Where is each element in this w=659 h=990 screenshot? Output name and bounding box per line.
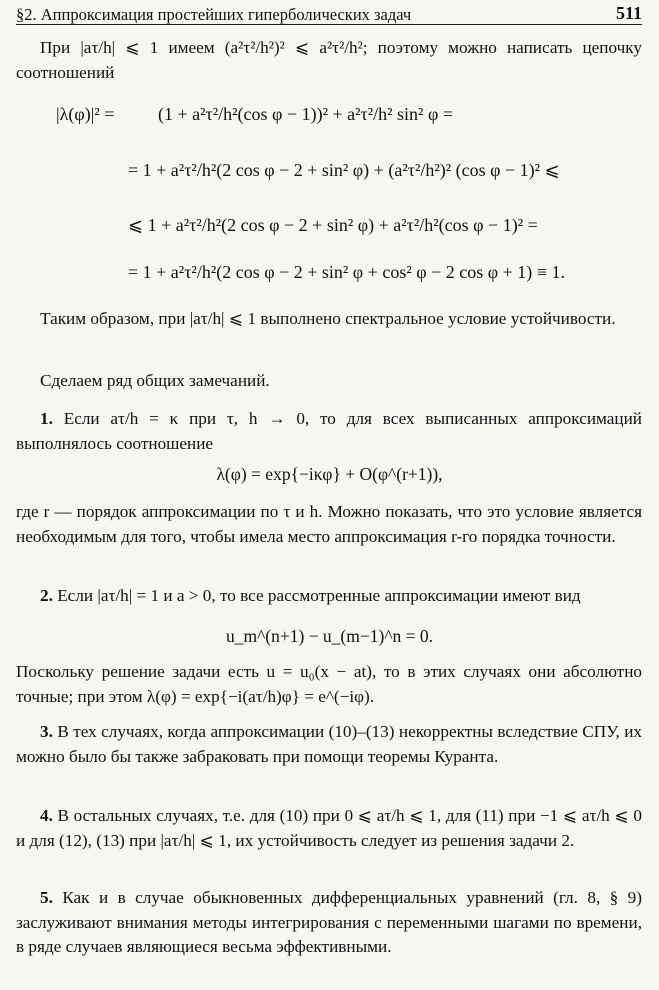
remark-3-text: В тех случаях, когда аппроксимации (10)–(13) некорректны вследствие СПУ, их можно было бы также забраковать при помощи теоремы Куранта. xyxy=(16,722,642,766)
remark-2 xyxy=(16,584,642,609)
remark-2-number: 2. xyxy=(40,586,53,605)
remark-3 xyxy=(16,720,642,769)
intro-paragraph: При |aτ/h| ⩽ 1 имеем (a²τ²/h²)² ⩽ a²τ²/h²; поэтому можно написать цепочку соотношений xyxy=(16,38,642,82)
remark-1 xyxy=(16,407,642,456)
derivation-line-1-lhs: |λ(φ)|² = xyxy=(56,104,115,124)
remark-1-after: где r — порядок аппроксимации по τ и h. Можно показать, что это условие является необходимым для того, чтобы имела место аппроксимация r-го порядка точности. xyxy=(16,502,642,546)
remark-2-formula: u_m^(n+1) − u_(m−1)^n = 0. xyxy=(225,626,434,646)
remark-2-text: Если |aτ/h| = 1 и a > 0, то все рассмотренные аппроксимации имеют вид xyxy=(57,586,581,605)
running-header xyxy=(16,2,642,25)
derivation-line-4: = 1 + a²τ²/h²(2 cos φ − 2 + sin² φ + cos² φ − 2 cos φ + 1) ≡ 1. xyxy=(128,262,565,282)
remarks-intro: Сделаем ряд общих замечаний. xyxy=(40,371,270,390)
remark-4-number: 4. xyxy=(40,806,53,825)
remark-5-number: 5. xyxy=(40,888,53,907)
remark-2-after: Поскольку решение задачи есть u = u₀(x − at), то в этих случаях они абсолютно точные; при этом λ(φ) = exp{−i(aτ/h)φ} = e^(−iφ). xyxy=(16,662,642,706)
remark-4-text: В остальных случаях, т.е. для (10) при 0 ⩽ aτ/h ⩽ 1, для (11) при −1 ⩽ aτ/h ⩽ 0 и для (12), (13) при |aτ/h| ⩽ 1, их устойчивость следует из решения задачи 2. xyxy=(16,806,643,850)
remark-4 xyxy=(16,804,642,853)
page-number: 511 xyxy=(615,3,642,23)
remark-1-text: Если aτ/h = κ при τ, h → 0, то для всех выписанных аппроксимаций выполнялось соотношение xyxy=(16,409,642,453)
remark-1-formula: λ(φ) = exp{−iκφ} + O(φ^(r+1)), xyxy=(216,464,443,484)
derivation-line-3: ⩽ 1 + a²τ²/h²(2 cos φ − 2 + sin² φ) + a²τ²/h²(cos φ − 1)² = xyxy=(128,215,538,235)
derivation-line-1-rhs: (1 + a²τ²/h²(cos φ − 1))² + a²τ²/h² sin² φ = xyxy=(158,104,453,124)
section-title: §2. Аппроксимация простейших гиперболических задач xyxy=(16,5,412,24)
remark-5 xyxy=(16,886,642,960)
derivation-line-2: = 1 + a²τ²/h²(2 cos φ − 2 + sin² φ) + (a²τ²/h²)² (cos φ − 1)² ⩽ xyxy=(128,160,560,180)
conclusion-paragraph: Таким образом, при |aτ/h| ⩽ 1 выполнено спектральное условие устойчивости. xyxy=(40,309,616,328)
remark-5-text: Как и в случае обыкновенных дифференциальных уравнений (гл. 8, § 9) заслуживают внимания методы интегрирования с переменными шагами по времени, в ряде случаев являющиеся весьма эффективными. xyxy=(16,888,642,956)
remark-3-number: 3. xyxy=(40,722,53,741)
remark-1-number: 1. xyxy=(40,409,53,428)
